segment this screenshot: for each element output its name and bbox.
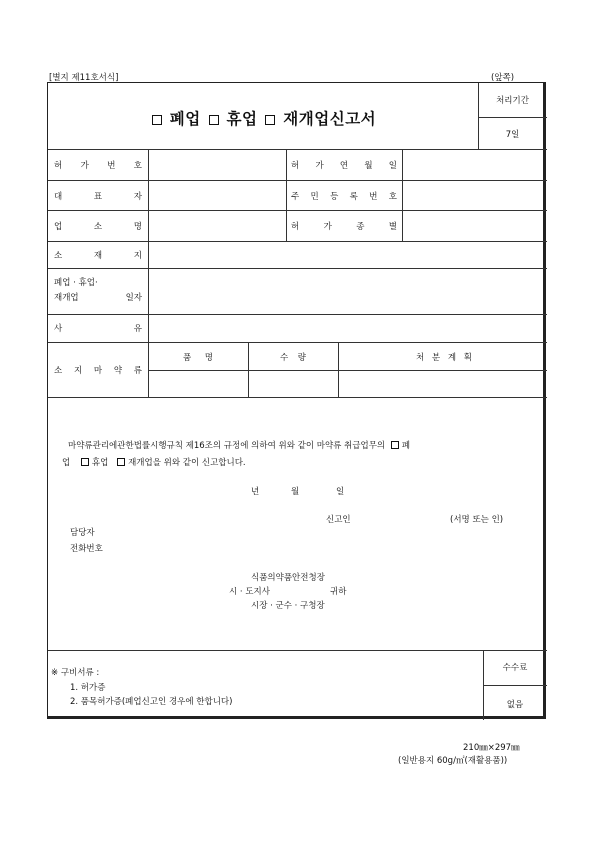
reason-label: 사 유 [54, 324, 142, 334]
phone-label: 전화번호 [70, 544, 103, 554]
reason-field[interactable] [149, 315, 546, 341]
date-day: 일 [336, 487, 345, 497]
representative-label: 대 표 자 [54, 192, 142, 202]
checkbox-closure[interactable] [152, 115, 162, 125]
checkbox-closure-stmt[interactable] [391, 441, 399, 449]
license-type-label: 허 가 종 별 [291, 222, 397, 232]
page-side: (앞쪽) [491, 73, 515, 83]
form-number: [별지 제11호서식] [49, 73, 119, 83]
date-label-line2: 재개업 일자 [54, 293, 142, 303]
resident-number-field[interactable] [403, 181, 546, 209]
license-number-label: 허 가 번 호 [54, 161, 142, 171]
date-label-line1: 폐업 · 휴업· [54, 278, 98, 288]
drug-name-field[interactable] [149, 371, 247, 396]
checkbox-suspension[interactable] [209, 115, 219, 125]
officer-label: 담당자 [70, 528, 95, 538]
addressee-governor: 시 · 도지사 [229, 587, 270, 597]
checkbox-reopening[interactable] [265, 115, 275, 125]
license-date-label: 허 가 연 월 일 [291, 161, 397, 171]
date-field[interactable] [149, 269, 546, 313]
fee-value: 없음 [506, 700, 524, 710]
paper-type: (일반용지 60g/㎡(재활용품)) [398, 756, 508, 766]
drug-quantity-field[interactable] [249, 371, 337, 396]
checkbox-reopening-stmt[interactable] [117, 458, 125, 466]
addressee-mayor: 시장 · 군수 · 구청장 [251, 601, 325, 611]
required-document-1: 1. 허가증 [70, 683, 106, 693]
required-documents-title: ※ 구비서류 : [51, 668, 100, 678]
resident-number-label: 주 민 등 록 번 호 [291, 192, 397, 202]
drug-name-header: 품 명 [183, 353, 213, 363]
applicant-label: 신고인 [326, 515, 351, 525]
declaration-line2: 업 휴업 재개업을 위와 같이 신고합니다. [62, 458, 246, 468]
fee-label: 수수료 [502, 663, 528, 673]
disposal-plan-field[interactable] [339, 371, 546, 396]
declaration-line1: 마약류관리에관한법률시행규칙 제16조의 규정에 의하여 위와 같이 마약류 취급업무의 폐 [68, 441, 411, 451]
signature-label: (서명 또는 인) [450, 515, 504, 525]
business-name-label: 업 소 명 [54, 222, 142, 232]
location-field[interactable] [149, 242, 546, 267]
business-name-field[interactable] [149, 211, 285, 240]
title-suspension: 휴업 [226, 110, 258, 128]
addressee-mfds: 식품의약품안전청장 [251, 573, 325, 583]
title-reopening: 재개업신고서 [283, 110, 377, 128]
processing-period-value: 7일 [505, 130, 520, 140]
paper-size: 210㎜×297㎜ [463, 743, 520, 753]
processing-period-label: 처리기간 [496, 96, 529, 106]
honorific-label: 귀하 [330, 587, 347, 597]
date-month: 월 [291, 487, 300, 497]
required-document-2: 2. 품목허가증(폐업신고인 경우에 한합니다) [70, 697, 233, 707]
disposal-plan-header: 처 분 계 획 [416, 353, 472, 363]
license-type-field[interactable] [403, 211, 546, 240]
checkbox-suspension-stmt[interactable] [81, 458, 89, 466]
license-number-field[interactable] [149, 150, 285, 179]
drug-quantity-header: 수 량 [280, 353, 306, 363]
location-label: 소 재 지 [54, 251, 142, 261]
date-year: 년 [251, 487, 260, 497]
title-closure: 폐업 [169, 110, 201, 128]
form-title [48, 107, 478, 129]
declaration-form [47, 82, 546, 719]
license-date-field[interactable] [403, 150, 546, 179]
representative-field[interactable] [149, 181, 285, 209]
drugs-held-label: 소 지 마 약 류 [54, 366, 142, 376]
